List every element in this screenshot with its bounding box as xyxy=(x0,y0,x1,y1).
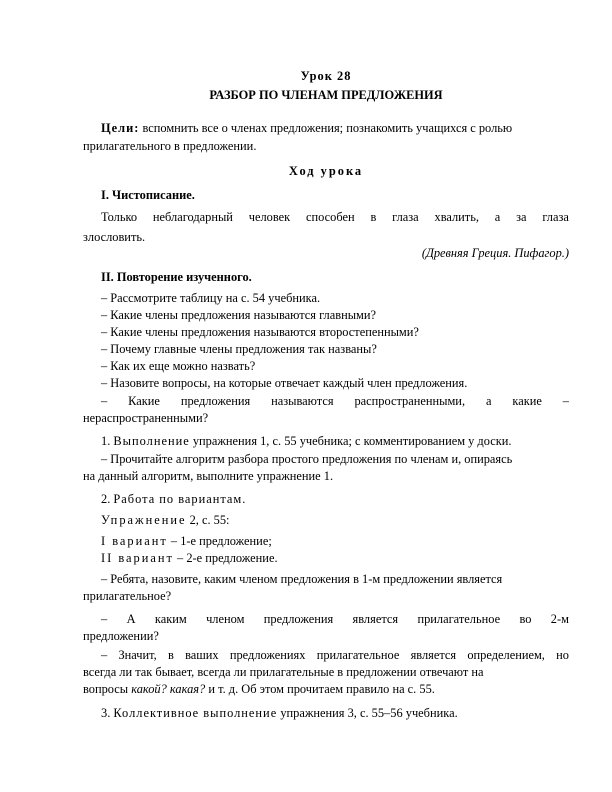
q2-word: членом xyxy=(206,612,245,626)
exercise-2-ref xyxy=(101,512,569,529)
p-word: – xyxy=(101,648,108,662)
exercise-1-line-2: – Прочитайте алгоритм разбора простого предложения по членам и, опираясь xyxy=(101,452,513,466)
epigraph-word: способен xyxy=(306,210,355,224)
exercise-2-q2-line-1 xyxy=(101,611,569,628)
q2-word: – xyxy=(101,612,108,626)
epigraph-attribution: (Древняя Греция. Пифагор.) xyxy=(421,246,569,260)
p-word: является xyxy=(410,648,457,662)
variant-2-label: II вариант xyxy=(101,551,174,565)
lesson-flow-heading: Ход урока xyxy=(288,164,364,178)
section-1-heading: I. Чистописание. xyxy=(101,188,195,202)
list-item: – Какие члены предложения называются главными? xyxy=(101,308,377,322)
exercise-3-line xyxy=(101,705,569,722)
goals-line-1 xyxy=(101,120,569,137)
variant-1-label: I вариант xyxy=(101,534,168,548)
exercise-1-line-3: на данный алгоритм, выполните упражнение 1. xyxy=(83,469,334,483)
epigraph-line-1 xyxy=(101,209,569,226)
exercise-3-rest: упражнения 3, с. 55–56 учебника. xyxy=(280,706,458,720)
q2-word: предложения xyxy=(263,612,334,626)
exercise-2-q1-line-1: – Ребята, назовите, каким членом предложения в 1-м предложении является xyxy=(101,572,503,586)
lesson-label: Урок 28 xyxy=(300,69,352,83)
q2-word: каким xyxy=(154,612,187,626)
variant-1-text: – 1-е предложение; xyxy=(170,534,272,548)
exercise-2-q1-line-2: прилагательное? xyxy=(83,589,172,603)
question-word: называются xyxy=(271,394,334,408)
p-word: определением, xyxy=(467,648,545,662)
epigraph-word: за xyxy=(516,210,527,224)
p3-end: Об этом прочитаем правило на с. 55. xyxy=(241,682,435,696)
list-item: – Рассмотрите таблицу на с. 54 учебника. xyxy=(101,291,321,305)
list-item: – Почему главные члены предложения так названы? xyxy=(101,342,377,356)
p3-start: вопросы xyxy=(83,682,129,696)
p-word: Значит, xyxy=(118,648,157,662)
exercise-2-p-line-3 xyxy=(83,681,569,698)
epigraph-word: а xyxy=(494,210,501,224)
q2-word: А xyxy=(126,612,136,626)
question-line-1 xyxy=(101,393,569,410)
p-word: ваших xyxy=(185,648,219,662)
epigraph-word: неблагодарный xyxy=(152,210,233,224)
epigraph-word: глаза xyxy=(392,210,419,224)
page-title: РАЗБОР ПО ЧЛЕНАМ ПРЕДЛОЖЕНИЯ xyxy=(209,88,443,102)
question-word: – xyxy=(101,394,108,408)
exercise-1-number: 1. xyxy=(101,434,111,448)
goals-line-2: прилагательного в предложении. xyxy=(83,139,257,153)
p-word: в xyxy=(167,648,174,662)
p3-italic: какой? какая? xyxy=(131,682,206,696)
section-2-heading: II. Повторение изученного. xyxy=(101,270,252,284)
exercise-2-number: 2. xyxy=(101,492,111,506)
epigraph-line-2: злословить. xyxy=(83,230,146,244)
question-word: – xyxy=(562,394,569,408)
exercise-2-heading xyxy=(101,491,569,508)
question-word: а xyxy=(485,394,492,408)
question-word: предложения xyxy=(180,394,251,408)
epigraph-word: в xyxy=(370,210,377,224)
list-item: – Как их еще можно назвать? xyxy=(101,359,256,373)
list-item: – Какие члены предложения называются второстепенными? xyxy=(101,325,419,339)
exercise-2-q2-line-2: предложении? xyxy=(83,629,159,643)
question-line-2: нераспространенными? xyxy=(83,411,209,425)
exercise-1-line-1 xyxy=(101,433,569,450)
exercise-3-number: 3. xyxy=(101,706,111,720)
epigraph-word: глаза xyxy=(542,210,569,224)
exercise-2-p-line-2: всегда ли так бывает, всегда ли прилагательные в предложении отвечают на xyxy=(83,665,484,679)
variant-2 xyxy=(101,550,569,567)
variant-1 xyxy=(101,533,569,550)
exercise-2-p-line-1 xyxy=(101,647,569,664)
exercise-1-rest: упражнения 1, с. 55 учебника; с комментированием у доски. xyxy=(192,434,512,448)
epigraph-word: хвалить, xyxy=(434,210,479,224)
exercise-2-label: Работа по вариантам. xyxy=(113,492,247,506)
question-word: Какие xyxy=(128,394,160,408)
q2-word: во xyxy=(519,612,532,626)
exercise-2-exercise-label: Упражнение xyxy=(101,513,187,527)
exercise-2-exercise-ref: 2, с. 55: xyxy=(189,513,230,527)
epigraph-word: человек xyxy=(248,210,291,224)
p-word: но xyxy=(556,648,569,662)
p-word: предложениях xyxy=(229,648,306,662)
question-word: какие xyxy=(512,394,542,408)
goals-label: Цели: xyxy=(101,121,140,135)
q2-word: прилагательное xyxy=(417,612,501,626)
epigraph-word: Только xyxy=(101,210,138,224)
p3-mid: и т. д. xyxy=(208,682,239,696)
q2-word: является xyxy=(352,612,399,626)
q2-word: 2-м xyxy=(550,612,569,626)
goals-text-1: вспомнить все о членах предложения; познакомить учащихся с ролью xyxy=(142,121,513,135)
p-word: прилагательное xyxy=(316,648,400,662)
exercise-1-label: Выполнение xyxy=(113,434,190,448)
list-item: – Назовите вопросы, на которые отвечает каждый член предложения. xyxy=(101,376,468,390)
variant-2-text: – 2-е предложение. xyxy=(177,551,278,565)
exercise-3-label: Коллективное выполнение xyxy=(113,706,278,720)
question-word: распространенными, xyxy=(354,394,466,408)
